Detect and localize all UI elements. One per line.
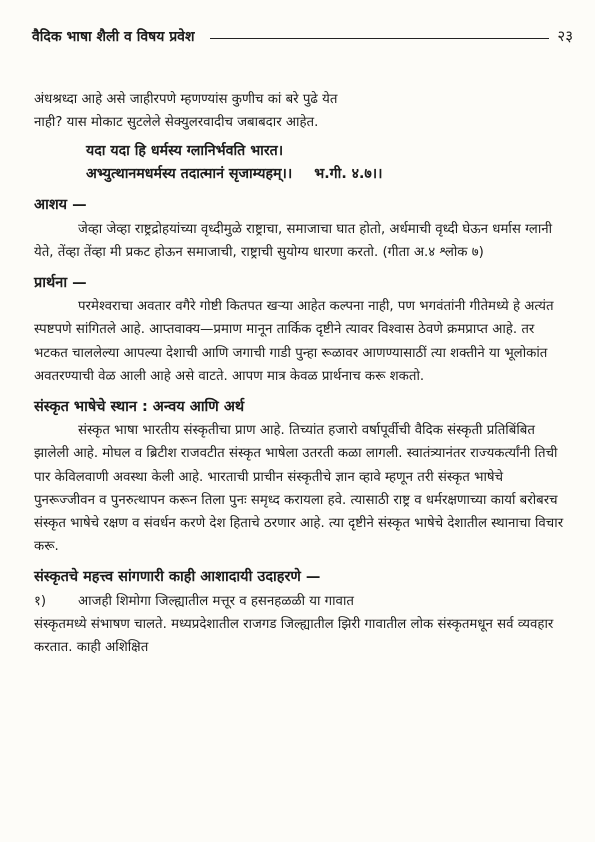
section-heading-prarthana: प्रार्थना — bbox=[34, 275, 87, 292]
item-continuation: संस्कृतमध्ये संभाषण चालते. मध्यप्रदेशातील राजगड जिल्ह्यातील झिरी गावातील लोक संस्कृतमधून सर्व व्यवहार करतात. काही अशिक्षित bbox=[34, 616, 554, 656]
intro-paragraph bbox=[34, 88, 565, 134]
sanskrit-sthan-paragraph: संस्कृत भाषा भारतीय संस्कृतीचा प्राण आहे. तिच्यांत हजारो वर्षापूर्वीची वैदिक संस्कृती प्रतिबिंबित झालेली आहे. मोघल व ब्रिटीश राजवटीत संस्कृत भाषेला उतरती कळा लागली. स्वातंत्र्यानंतर राज्यकर्त्यांनी तिची पार केविलवाणी अवस्था केली आहे. भारताची प्राचीन संस्कृतीचे ज्ञान व्हावे म्हणून तरी संस्कृत भाषेचे पुनरूज्जीवन व पुनरुत्थापन करून तिला पुनः समृध्द करायला हवे. त्यासाठी राष्ट्र व धर्मरक्षणाच्या कार्या बरोबरच संस्कृत भाषेचे रक्षण व संवर्धन करणे देश हिताचे ठरणार आहे. त्या दृष्टीने संस्कृत भाषेचे देशातील स्थानाचा विचार करू. bbox=[34, 423, 564, 555]
section-heading-ashay: आशय — bbox=[34, 197, 87, 214]
verse-line-2: अभ्युत्थानमधर्मस्य तदात्मानं सृजाम्यहम्।। bbox=[86, 166, 293, 183]
numbered-item-1 bbox=[34, 590, 565, 613]
intro-line-2: नाही? यास मोकाट सुटलेले सेक्युलरवादीच जबाबदार आहेत. bbox=[34, 115, 319, 131]
verse-reference: भ.गी. ४.७।। bbox=[314, 166, 383, 183]
running-title: वैदिक भाषा शैली व विषय प्रवेश bbox=[32, 29, 195, 45]
page-body bbox=[34, 88, 565, 659]
verse-line-2-row bbox=[34, 163, 565, 186]
section-heading-mahatva: संस्कृतचे महत्त्व सांगणारी काही आशादायी उदाहरणे — bbox=[34, 569, 321, 586]
header-rule bbox=[210, 38, 549, 39]
ashay-paragraph: जेव्हा जेव्हा राष्ट्रद्रोहयांच्या वृध्दीमुळे राष्ट्राचा, समाजाचा घात होतो, अर्धमाची वृध्दी घेऊन धर्मास ग्लानी येते, तेंव्हा तेंव्हा मी प्रकट होऊन समाजाची, राष्ट्राची सुयोग्य धारणा करतो. (गीता अ.४ श्लोक ७) bbox=[34, 221, 553, 260]
prarthana-paragraph: परमेश्वराचा अवतार वगैरे गोष्टी कितपत खऱ्या आहेत कल्पना नाही, पण भगवंतांनी गीतेमध्ये हे अत्यंत स्पष्टपणे सांगितले आहे. आप्तवाक्य—प्रमाण मानून तार्किक दृष्टीने त्यावर विश्वास ठेवणे क्रमप्राप्त आहे. तर भटकत चाललेल्या आपल्या देशाची आणि जगाची गाडी पुन्हा रूळावर आणण्यासाठीं त्या शक्तीने या भूलोकांत अवतरण्याची वेळ आली आहे असे वाटते. आपण मात्र केवळ प्रार्थनाच करू शकतो. bbox=[34, 299, 554, 384]
intro-line-1: अंधश्रध्दा आहे असे जाहीरपणे म्हणण्यांस कुणीच कां बरे पुढे येत bbox=[34, 92, 338, 107]
item-first-line: आजही शिमोगा जिल्ह्यातील मत्तूर व हसनहळळी या गावात bbox=[78, 593, 354, 609]
running-header bbox=[32, 22, 573, 46]
verse-line-1: यदा यदा हि धर्मस्य ग्लानिर्भवति भारत। bbox=[86, 143, 284, 160]
page-number: २३ bbox=[557, 27, 573, 45]
section-heading-sanskrit-sthan: संस्कृत भाषेचे स्थान : अन्वय आणि अर्थ bbox=[34, 399, 245, 416]
item-number: १) bbox=[34, 593, 47, 609]
